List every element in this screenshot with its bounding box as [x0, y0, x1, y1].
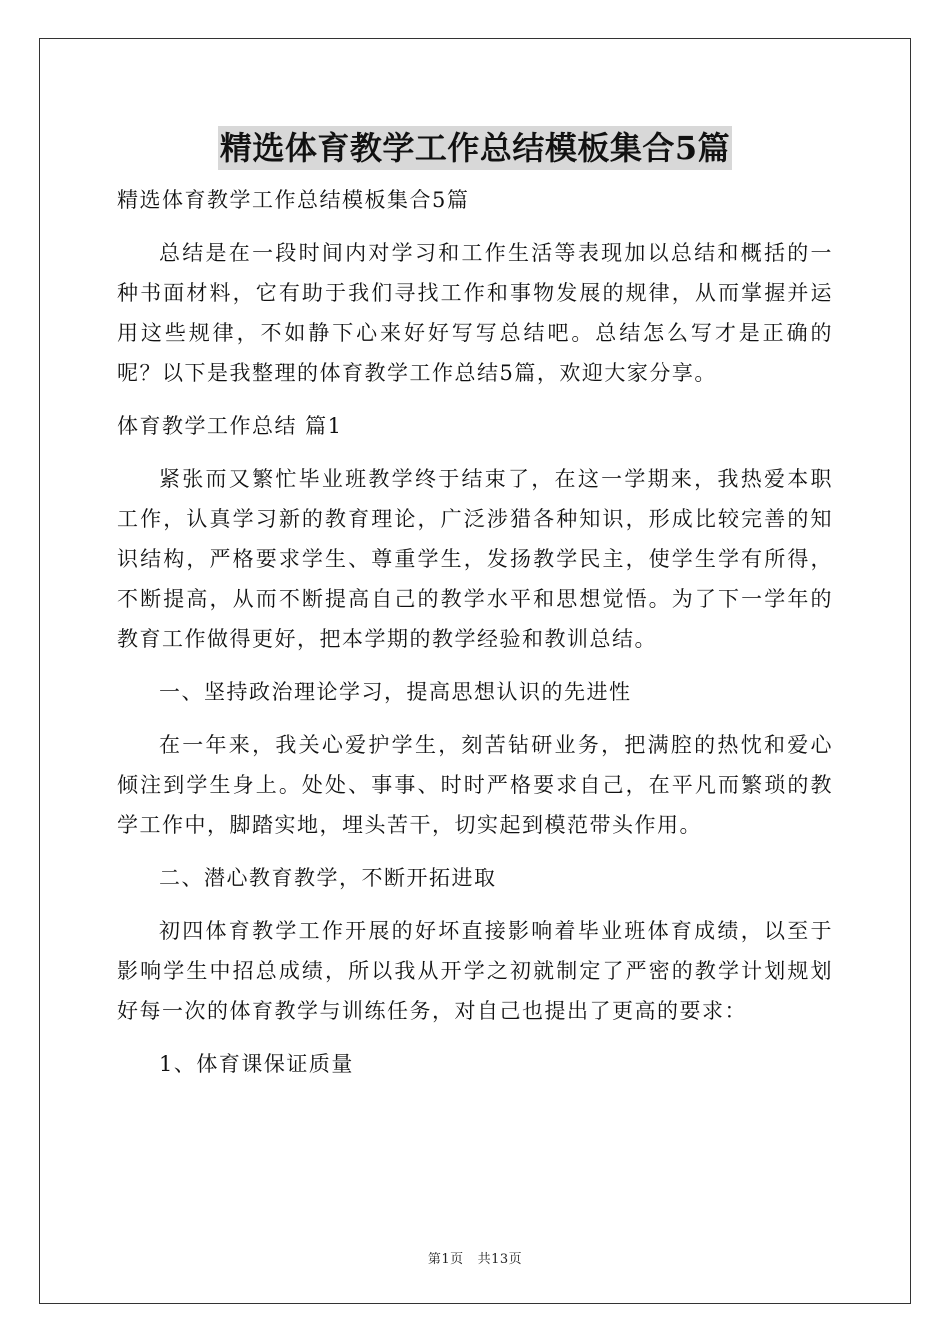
- page-number: 第1页: [427, 1252, 464, 1267]
- page-footer: [0, 1248, 950, 1267]
- document-title: 精选体育教学工作总结模板集合5篇: [218, 126, 732, 170]
- title-container: [0, 126, 950, 170]
- section-heading: 体育教学工作总结 篇1: [117, 414, 343, 438]
- subtitle-line: 精选体育教学工作总结模板集合5篇: [117, 188, 470, 212]
- subheading-one: 一、坚持政治理论学习，提高思想认识的先进性: [159, 680, 632, 704]
- body-paragraph: 初四体育教学工作开展的好坏直接影响着毕业班体育成绩，以至于影响学生中招总成绩，所以我从开学之初就制定了严密的教学计划规划好每一次的体育教学与训练任务，对自己也提出了更高的要求：: [117, 919, 833, 1023]
- document-body: [117, 180, 833, 1097]
- body-paragraph: 紧张而又繁忙毕业班教学终于结束了，在这一学期来，我热爱本职工作，认真学习新的教育理论，广泛涉猎各种知识，形成比较完善的知识结构，严格要求学生、尊重学生，发扬教学民主，使学生学有所得，不断提高，从而不断提高自己的教学水平和思想觉悟。为了下一学年的教育工作做得更好，把本学期的教学经验和教训总结。: [117, 467, 833, 651]
- list-item-heading: 1、体育课保证质量: [159, 1052, 354, 1076]
- intro-paragraph: 总结是在一段时间内对学习和工作生活等表现加以总结和概括的一种书面材料，它有助于我们寻找工作和事物发展的规律，从而掌握并运用这些规律，不如静下心来好好写写总结吧。总结怎么写才是正确的呢？以下是我整理的体育教学工作总结5篇，欢迎大家分享。: [117, 241, 833, 385]
- subheading-two: 二、潜心教育教学，不断开拓进取: [159, 866, 497, 890]
- body-paragraph: 在一年来，我关心爱护学生，刻苦钻研业务，把满腔的热忱和爱心倾注到学生身上。处处、事事、时时严格要求自己，在平凡而繁琐的教学工作中，脚踏实地，埋头苦干，切实起到模范带头作用。: [117, 733, 833, 837]
- page-total: 共13页: [477, 1252, 523, 1267]
